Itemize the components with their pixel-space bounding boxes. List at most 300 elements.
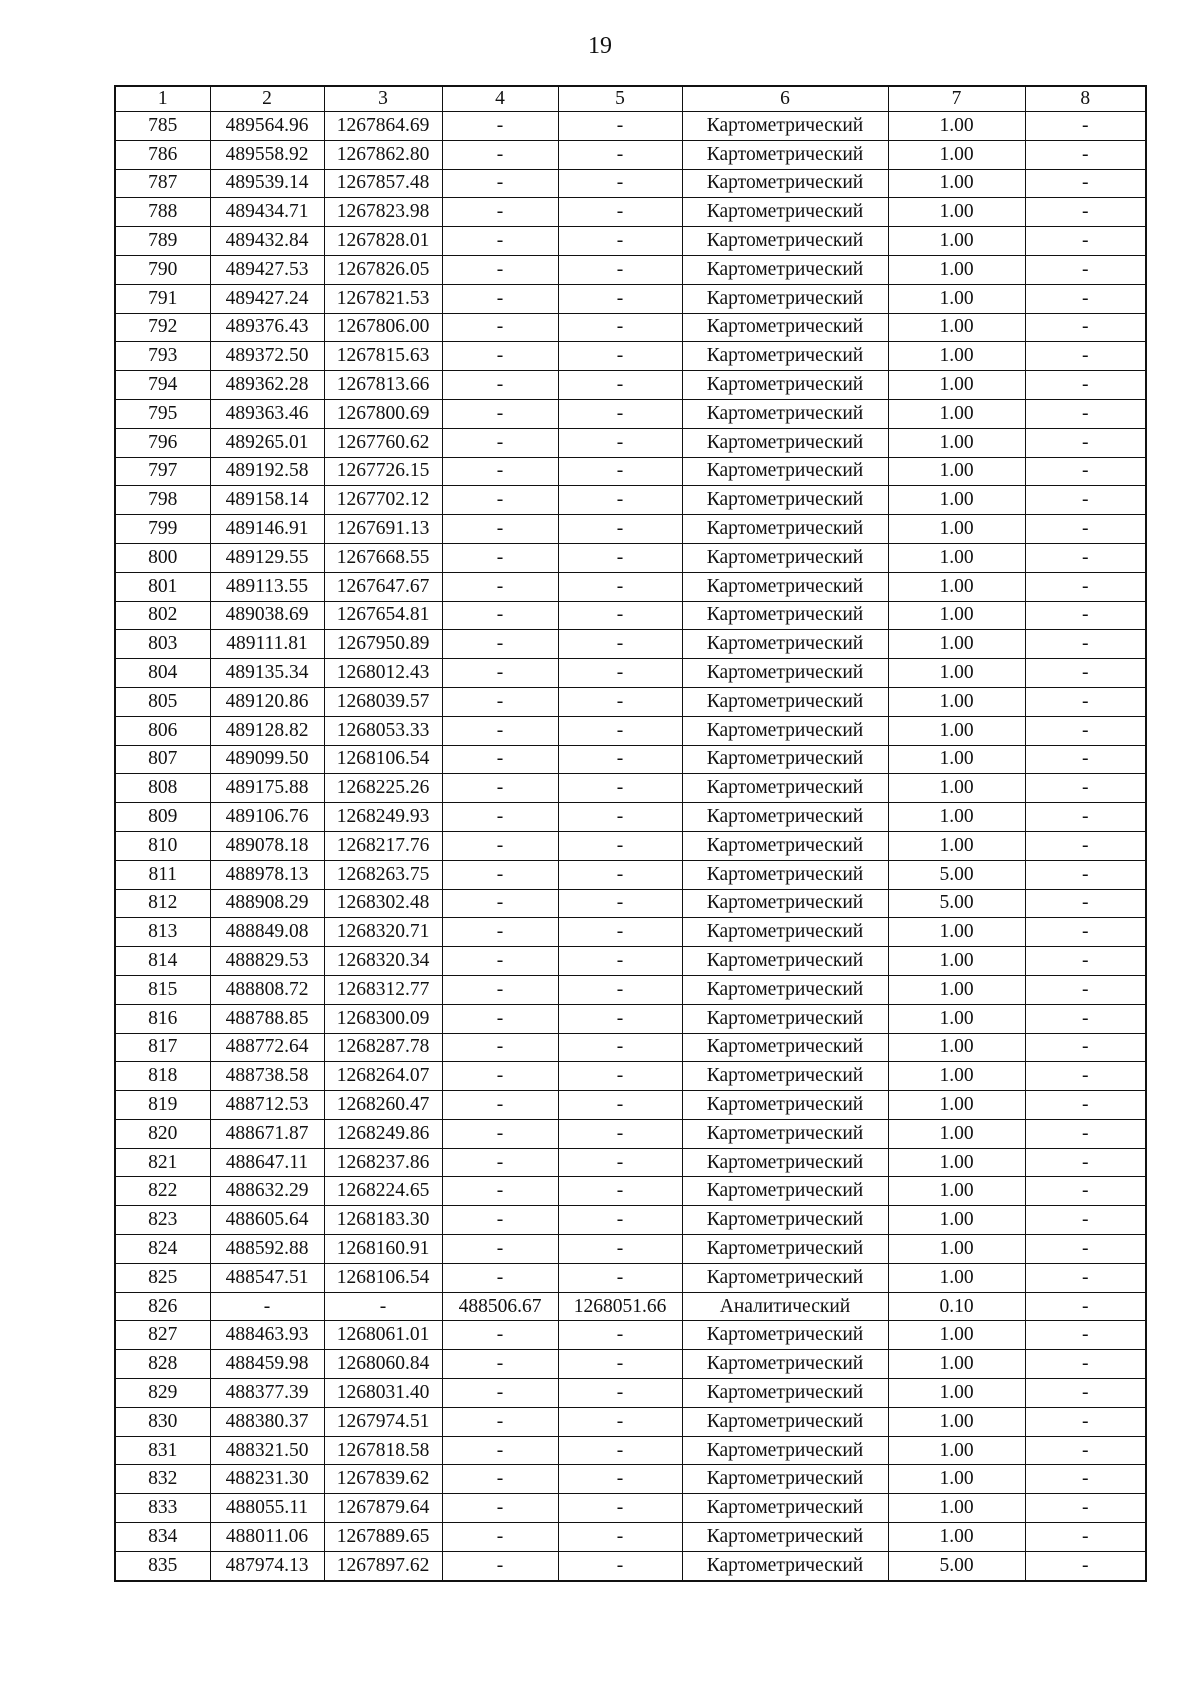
- table-cell: -: [1025, 745, 1146, 774]
- table-cell: Картометрический: [682, 1350, 888, 1379]
- table-cell: Картометрический: [682, 284, 888, 313]
- table-cell: -: [442, 1206, 558, 1235]
- table-cell: -: [442, 947, 558, 976]
- table-cell: 798: [115, 486, 210, 515]
- table-cell: -: [1025, 1235, 1146, 1264]
- table-cell: -: [1025, 198, 1146, 227]
- table-row: [115, 198, 1146, 227]
- table-cell: 1268051.66: [558, 1292, 682, 1321]
- table-cell: -: [442, 198, 558, 227]
- table-cell: 488321.50: [210, 1436, 324, 1465]
- table-cell: 796: [115, 428, 210, 457]
- table-cell: -: [442, 1350, 558, 1379]
- table-cell: Картометрический: [682, 198, 888, 227]
- table-cell: 806: [115, 716, 210, 745]
- table-cell: -: [558, 1350, 682, 1379]
- table-row: [115, 1206, 1146, 1235]
- table-cell: -: [442, 399, 558, 428]
- table-cell: Картометрический: [682, 342, 888, 371]
- table-cell: Картометрический: [682, 1379, 888, 1408]
- table-cell: Картометрический: [682, 803, 888, 832]
- table-cell: Аналитический: [682, 1292, 888, 1321]
- table-cell: 1268300.09: [324, 1004, 442, 1033]
- table-cell: 489113.55: [210, 572, 324, 601]
- table-cell: -: [1025, 947, 1146, 976]
- table-cell: -: [1025, 774, 1146, 803]
- table-cell: -: [442, 543, 558, 572]
- table-cell: 1.00: [888, 601, 1025, 630]
- table-cell: Картометрический: [682, 659, 888, 688]
- table-row: [115, 1551, 1146, 1580]
- table-cell: -: [558, 1004, 682, 1033]
- table-cell: -: [442, 1551, 558, 1580]
- table-cell: 1.00: [888, 1206, 1025, 1235]
- table-cell: 795: [115, 399, 210, 428]
- table-cell: -: [558, 745, 682, 774]
- table-cell: Картометрический: [682, 255, 888, 284]
- table-cell: 5.00: [888, 1551, 1025, 1580]
- table-cell: Картометрический: [682, 601, 888, 630]
- table-cell: 1268012.43: [324, 659, 442, 688]
- table-cell: Картометрический: [682, 399, 888, 428]
- table-row: [115, 255, 1146, 284]
- table-cell: 1268031.40: [324, 1379, 442, 1408]
- table-cell: -: [1025, 630, 1146, 659]
- table-row: [115, 803, 1146, 832]
- table-row: [115, 572, 1146, 601]
- table-cell: -: [442, 1523, 558, 1552]
- table-cell: 826: [115, 1292, 210, 1321]
- table-cell: 1268249.93: [324, 803, 442, 832]
- table-row: [115, 140, 1146, 169]
- table-cell: 1.00: [888, 342, 1025, 371]
- table-cell: 832: [115, 1465, 210, 1494]
- table-cell: -: [558, 975, 682, 1004]
- table-cell: 1.00: [888, 284, 1025, 313]
- table-row: [115, 1523, 1146, 1552]
- table-row: [115, 918, 1146, 947]
- table-row: [115, 1091, 1146, 1120]
- table-cell: -: [442, 1321, 558, 1350]
- table-cell: -: [442, 169, 558, 198]
- table-row: [115, 1350, 1146, 1379]
- table-body: [115, 112, 1146, 1581]
- table-row: [115, 342, 1146, 371]
- table-cell: 0.10: [888, 1292, 1025, 1321]
- table-cell: Картометрический: [682, 112, 888, 141]
- table-cell: 489106.76: [210, 803, 324, 832]
- table-cell: -: [558, 860, 682, 889]
- table-cell: -: [1025, 687, 1146, 716]
- table-cell: -: [558, 1177, 682, 1206]
- table-row: [115, 889, 1146, 918]
- table-cell: -: [558, 1062, 682, 1091]
- table-cell: 489192.58: [210, 457, 324, 486]
- table-cell: 1.00: [888, 198, 1025, 227]
- table-cell: 1.00: [888, 918, 1025, 947]
- table-cell: 804: [115, 659, 210, 688]
- table-cell: 489427.24: [210, 284, 324, 313]
- table-cell: 488377.39: [210, 1379, 324, 1408]
- table-cell: 489427.53: [210, 255, 324, 284]
- table-cell: -: [1025, 1206, 1146, 1235]
- table-row: [115, 371, 1146, 400]
- table-row: [115, 745, 1146, 774]
- table-cell: 488592.88: [210, 1235, 324, 1264]
- table-cell: -: [442, 313, 558, 342]
- table-cell: -: [1025, 543, 1146, 572]
- table-cell: -: [1025, 112, 1146, 141]
- table-cell: 821: [115, 1148, 210, 1177]
- table-cell: 1.00: [888, 313, 1025, 342]
- table-cell: 818: [115, 1062, 210, 1091]
- table-cell: 801: [115, 572, 210, 601]
- table-cell: -: [1025, 515, 1146, 544]
- table-cell: -: [558, 169, 682, 198]
- table-cell: 830: [115, 1407, 210, 1436]
- table-cell: 1.00: [888, 169, 1025, 198]
- table-cell: -: [442, 1436, 558, 1465]
- table-cell: 1268224.65: [324, 1177, 442, 1206]
- table-cell: Картометрический: [682, 313, 888, 342]
- table-cell: 1.00: [888, 803, 1025, 832]
- table-cell: -: [210, 1292, 324, 1321]
- column-header: 8: [1025, 86, 1146, 112]
- table-cell: -: [442, 831, 558, 860]
- table-cell: Картометрический: [682, 1004, 888, 1033]
- table-cell: 488459.98: [210, 1350, 324, 1379]
- table-cell: -: [442, 1148, 558, 1177]
- table-cell: -: [442, 227, 558, 256]
- table-cell: 805: [115, 687, 210, 716]
- table-cell: 1.00: [888, 572, 1025, 601]
- table-cell: 1.00: [888, 457, 1025, 486]
- table-cell: 1268320.34: [324, 947, 442, 976]
- table-cell: 1.00: [888, 1235, 1025, 1264]
- table-row: [115, 1321, 1146, 1350]
- table-cell: -: [558, 601, 682, 630]
- table-cell: 489434.71: [210, 198, 324, 227]
- table-cell: -: [1025, 1436, 1146, 1465]
- column-header: 5: [558, 86, 682, 112]
- table-cell: 489135.34: [210, 659, 324, 688]
- table-cell: 803: [115, 630, 210, 659]
- table-cell: -: [558, 399, 682, 428]
- table-cell: 1.00: [888, 227, 1025, 256]
- table-cell: -: [558, 1119, 682, 1148]
- table-cell: 834: [115, 1523, 210, 1552]
- table-cell: -: [442, 1235, 558, 1264]
- table-cell: 489432.84: [210, 227, 324, 256]
- table-cell: 1268183.30: [324, 1206, 442, 1235]
- table-cell: -: [558, 774, 682, 803]
- table-cell: 786: [115, 140, 210, 169]
- table-cell: 815: [115, 975, 210, 1004]
- table-cell: -: [1025, 486, 1146, 515]
- table-cell: -: [558, 1148, 682, 1177]
- table-row: [115, 1494, 1146, 1523]
- table-cell: -: [1025, 831, 1146, 860]
- table-cell: 1267726.15: [324, 457, 442, 486]
- table-cell: 1267864.69: [324, 112, 442, 141]
- table-cell: Картометрический: [682, 227, 888, 256]
- table-cell: -: [442, 1091, 558, 1120]
- table-cell: -: [442, 1379, 558, 1408]
- table-cell: -: [442, 889, 558, 918]
- table-cell: 1267862.80: [324, 140, 442, 169]
- table-row: [115, 860, 1146, 889]
- column-header: 4: [442, 86, 558, 112]
- table-row: [115, 1062, 1146, 1091]
- table-cell: 1.00: [888, 399, 1025, 428]
- table-cell: -: [558, 889, 682, 918]
- table-cell: -: [324, 1292, 442, 1321]
- table-cell: 1267823.98: [324, 198, 442, 227]
- table-cell: -: [558, 515, 682, 544]
- table-header-row: [115, 86, 1146, 112]
- table-cell: 488055.11: [210, 1494, 324, 1523]
- table-cell: 1.00: [888, 1062, 1025, 1091]
- table-cell: 800: [115, 543, 210, 572]
- table-row: [115, 399, 1146, 428]
- table-cell: 489362.28: [210, 371, 324, 400]
- table-cell: -: [442, 1119, 558, 1148]
- table-cell: 1267647.67: [324, 572, 442, 601]
- table-cell: 835: [115, 1551, 210, 1580]
- table-cell: 488772.64: [210, 1033, 324, 1062]
- table-cell: 1268260.47: [324, 1091, 442, 1120]
- table-cell: -: [1025, 1119, 1146, 1148]
- table-cell: -: [1025, 227, 1146, 256]
- table-row: [115, 457, 1146, 486]
- table-row: [115, 1436, 1146, 1465]
- table-cell: 1.00: [888, 716, 1025, 745]
- table-cell: -: [558, 1091, 682, 1120]
- table-cell: Картометрический: [682, 1465, 888, 1494]
- table-cell: -: [1025, 975, 1146, 1004]
- table-cell: -: [1025, 313, 1146, 342]
- table-cell: -: [558, 1494, 682, 1523]
- table-cell: 1267800.69: [324, 399, 442, 428]
- table-row: [115, 112, 1146, 141]
- table-cell: 489564.96: [210, 112, 324, 141]
- table-cell: 822: [115, 1177, 210, 1206]
- table-cell: 1267897.62: [324, 1551, 442, 1580]
- table-cell: 489128.82: [210, 716, 324, 745]
- table-cell: 1267826.05: [324, 255, 442, 284]
- table-cell: Картометрический: [682, 428, 888, 457]
- table-cell: -: [442, 803, 558, 832]
- table-cell: 488849.08: [210, 918, 324, 947]
- table-cell: 1.00: [888, 630, 1025, 659]
- coordinates-table: [114, 85, 1147, 1582]
- table-cell: 1268320.71: [324, 918, 442, 947]
- table-cell: 5.00: [888, 860, 1025, 889]
- table-cell: Картометрический: [682, 831, 888, 860]
- table-cell: 813: [115, 918, 210, 947]
- table-row: [115, 1004, 1146, 1033]
- table-row: [115, 1465, 1146, 1494]
- table-cell: 1.00: [888, 1494, 1025, 1523]
- table-cell: 1267839.62: [324, 1465, 442, 1494]
- table-cell: 1268249.86: [324, 1119, 442, 1148]
- table-cell: 5.00: [888, 889, 1025, 918]
- table-cell: 488547.51: [210, 1263, 324, 1292]
- table-cell: 487974.13: [210, 1551, 324, 1580]
- table-row: [115, 169, 1146, 198]
- table-cell: Картометрический: [682, 630, 888, 659]
- table-cell: 489175.88: [210, 774, 324, 803]
- table-cell: -: [442, 428, 558, 457]
- table-cell: -: [1025, 140, 1146, 169]
- table-cell: -: [442, 860, 558, 889]
- table-cell: 1.00: [888, 745, 1025, 774]
- table-cell: -: [442, 1062, 558, 1091]
- table-cell: -: [442, 774, 558, 803]
- table-cell: 1268106.54: [324, 745, 442, 774]
- table-cell: 489038.69: [210, 601, 324, 630]
- table-cell: 488463.93: [210, 1321, 324, 1350]
- table-cell: 1267813.66: [324, 371, 442, 400]
- table-cell: 1268060.84: [324, 1350, 442, 1379]
- table-row: [115, 1033, 1146, 1062]
- table-cell: 797: [115, 457, 210, 486]
- table-cell: -: [1025, 659, 1146, 688]
- table-cell: Картометрический: [682, 140, 888, 169]
- table-row: [115, 601, 1146, 630]
- table-cell: 793: [115, 342, 210, 371]
- table-cell: 489558.92: [210, 140, 324, 169]
- table-cell: 1.00: [888, 659, 1025, 688]
- table-cell: 831: [115, 1436, 210, 1465]
- table-cell: 1267974.51: [324, 1407, 442, 1436]
- table-cell: -: [558, 1235, 682, 1264]
- table-cell: -: [1025, 1523, 1146, 1552]
- table-cell: 1268106.54: [324, 1263, 442, 1292]
- table-cell: -: [442, 140, 558, 169]
- table-cell: 488647.11: [210, 1148, 324, 1177]
- table-cell: -: [558, 428, 682, 457]
- table-cell: 489158.14: [210, 486, 324, 515]
- table-cell: 1.00: [888, 428, 1025, 457]
- table-row: [115, 313, 1146, 342]
- table-cell: Картометрический: [682, 687, 888, 716]
- table-cell: 1.00: [888, 1379, 1025, 1408]
- table-cell: 1.00: [888, 687, 1025, 716]
- table-cell: Картометрический: [682, 975, 888, 1004]
- table-cell: 833: [115, 1494, 210, 1523]
- table-cell: 1268039.57: [324, 687, 442, 716]
- table-cell: -: [442, 716, 558, 745]
- table-cell: 489146.91: [210, 515, 324, 544]
- table-cell: -: [1025, 1321, 1146, 1350]
- table-cell: 1267821.53: [324, 284, 442, 313]
- table-cell: 1.00: [888, 1033, 1025, 1062]
- table-cell: Картометрический: [682, 1551, 888, 1580]
- table-cell: Картометрический: [682, 947, 888, 976]
- table-cell: -: [1025, 1091, 1146, 1120]
- table-row: [115, 831, 1146, 860]
- table-cell: 1268217.76: [324, 831, 442, 860]
- table-cell: -: [1025, 1465, 1146, 1494]
- table-cell: 489363.46: [210, 399, 324, 428]
- table-cell: 1.00: [888, 371, 1025, 400]
- table-cell: -: [558, 630, 682, 659]
- table-cell: -: [442, 371, 558, 400]
- table-cell: Картометрический: [682, 543, 888, 572]
- table-cell: -: [442, 601, 558, 630]
- table-cell: -: [558, 831, 682, 860]
- table-cell: Картометрический: [682, 1407, 888, 1436]
- table-cell: 1268264.07: [324, 1062, 442, 1091]
- table-cell: 488808.72: [210, 975, 324, 1004]
- table-cell: Картометрический: [682, 1235, 888, 1264]
- column-header: 1: [115, 86, 210, 112]
- table-cell: 790: [115, 255, 210, 284]
- table-cell: 1.00: [888, 947, 1025, 976]
- table-cell: 812: [115, 889, 210, 918]
- table-cell: 1.00: [888, 1465, 1025, 1494]
- table-cell: Картометрический: [682, 486, 888, 515]
- table-cell: -: [558, 1436, 682, 1465]
- table-cell: 1.00: [888, 975, 1025, 1004]
- table-cell: Картометрический: [682, 515, 888, 544]
- table-row: [115, 687, 1146, 716]
- table-cell: 489129.55: [210, 543, 324, 572]
- table-cell: -: [558, 1033, 682, 1062]
- table-cell: Картометрический: [682, 371, 888, 400]
- table-cell: -: [1025, 716, 1146, 745]
- table-cell: -: [442, 284, 558, 313]
- table-cell: -: [1025, 1350, 1146, 1379]
- table-cell: -: [442, 1004, 558, 1033]
- table-cell: 488738.58: [210, 1062, 324, 1091]
- table-cell: 1267702.12: [324, 486, 442, 515]
- table-cell: 824: [115, 1235, 210, 1264]
- table-cell: 488788.85: [210, 1004, 324, 1033]
- table-cell: -: [1025, 918, 1146, 947]
- table-cell: -: [1025, 169, 1146, 198]
- table-cell: 817: [115, 1033, 210, 1062]
- table-cell: 488671.87: [210, 1119, 324, 1148]
- table-cell: -: [558, 486, 682, 515]
- table-cell: -: [442, 342, 558, 371]
- table-cell: 1.00: [888, 140, 1025, 169]
- table-cell: -: [558, 1263, 682, 1292]
- table-row: [115, 947, 1146, 976]
- table-row: [115, 1407, 1146, 1436]
- table-cell: 828: [115, 1350, 210, 1379]
- table-cell: 1.00: [888, 1350, 1025, 1379]
- table-cell: 488011.06: [210, 1523, 324, 1552]
- table-cell: 1.00: [888, 1148, 1025, 1177]
- table-cell: -: [442, 745, 558, 774]
- table-cell: Картометрический: [682, 1263, 888, 1292]
- table-row: [115, 774, 1146, 803]
- table-cell: -: [442, 975, 558, 1004]
- table-cell: 1267806.00: [324, 313, 442, 342]
- table-cell: Картометрический: [682, 1321, 888, 1350]
- table-cell: -: [442, 515, 558, 544]
- table-cell: Картометрический: [682, 918, 888, 947]
- table-cell: -: [442, 1494, 558, 1523]
- table-cell: -: [1025, 1494, 1146, 1523]
- table-cell: 1267691.13: [324, 515, 442, 544]
- table-cell: Картометрический: [682, 457, 888, 486]
- table-cell: -: [1025, 1292, 1146, 1321]
- table-cell: -: [558, 543, 682, 572]
- table-cell: 489099.50: [210, 745, 324, 774]
